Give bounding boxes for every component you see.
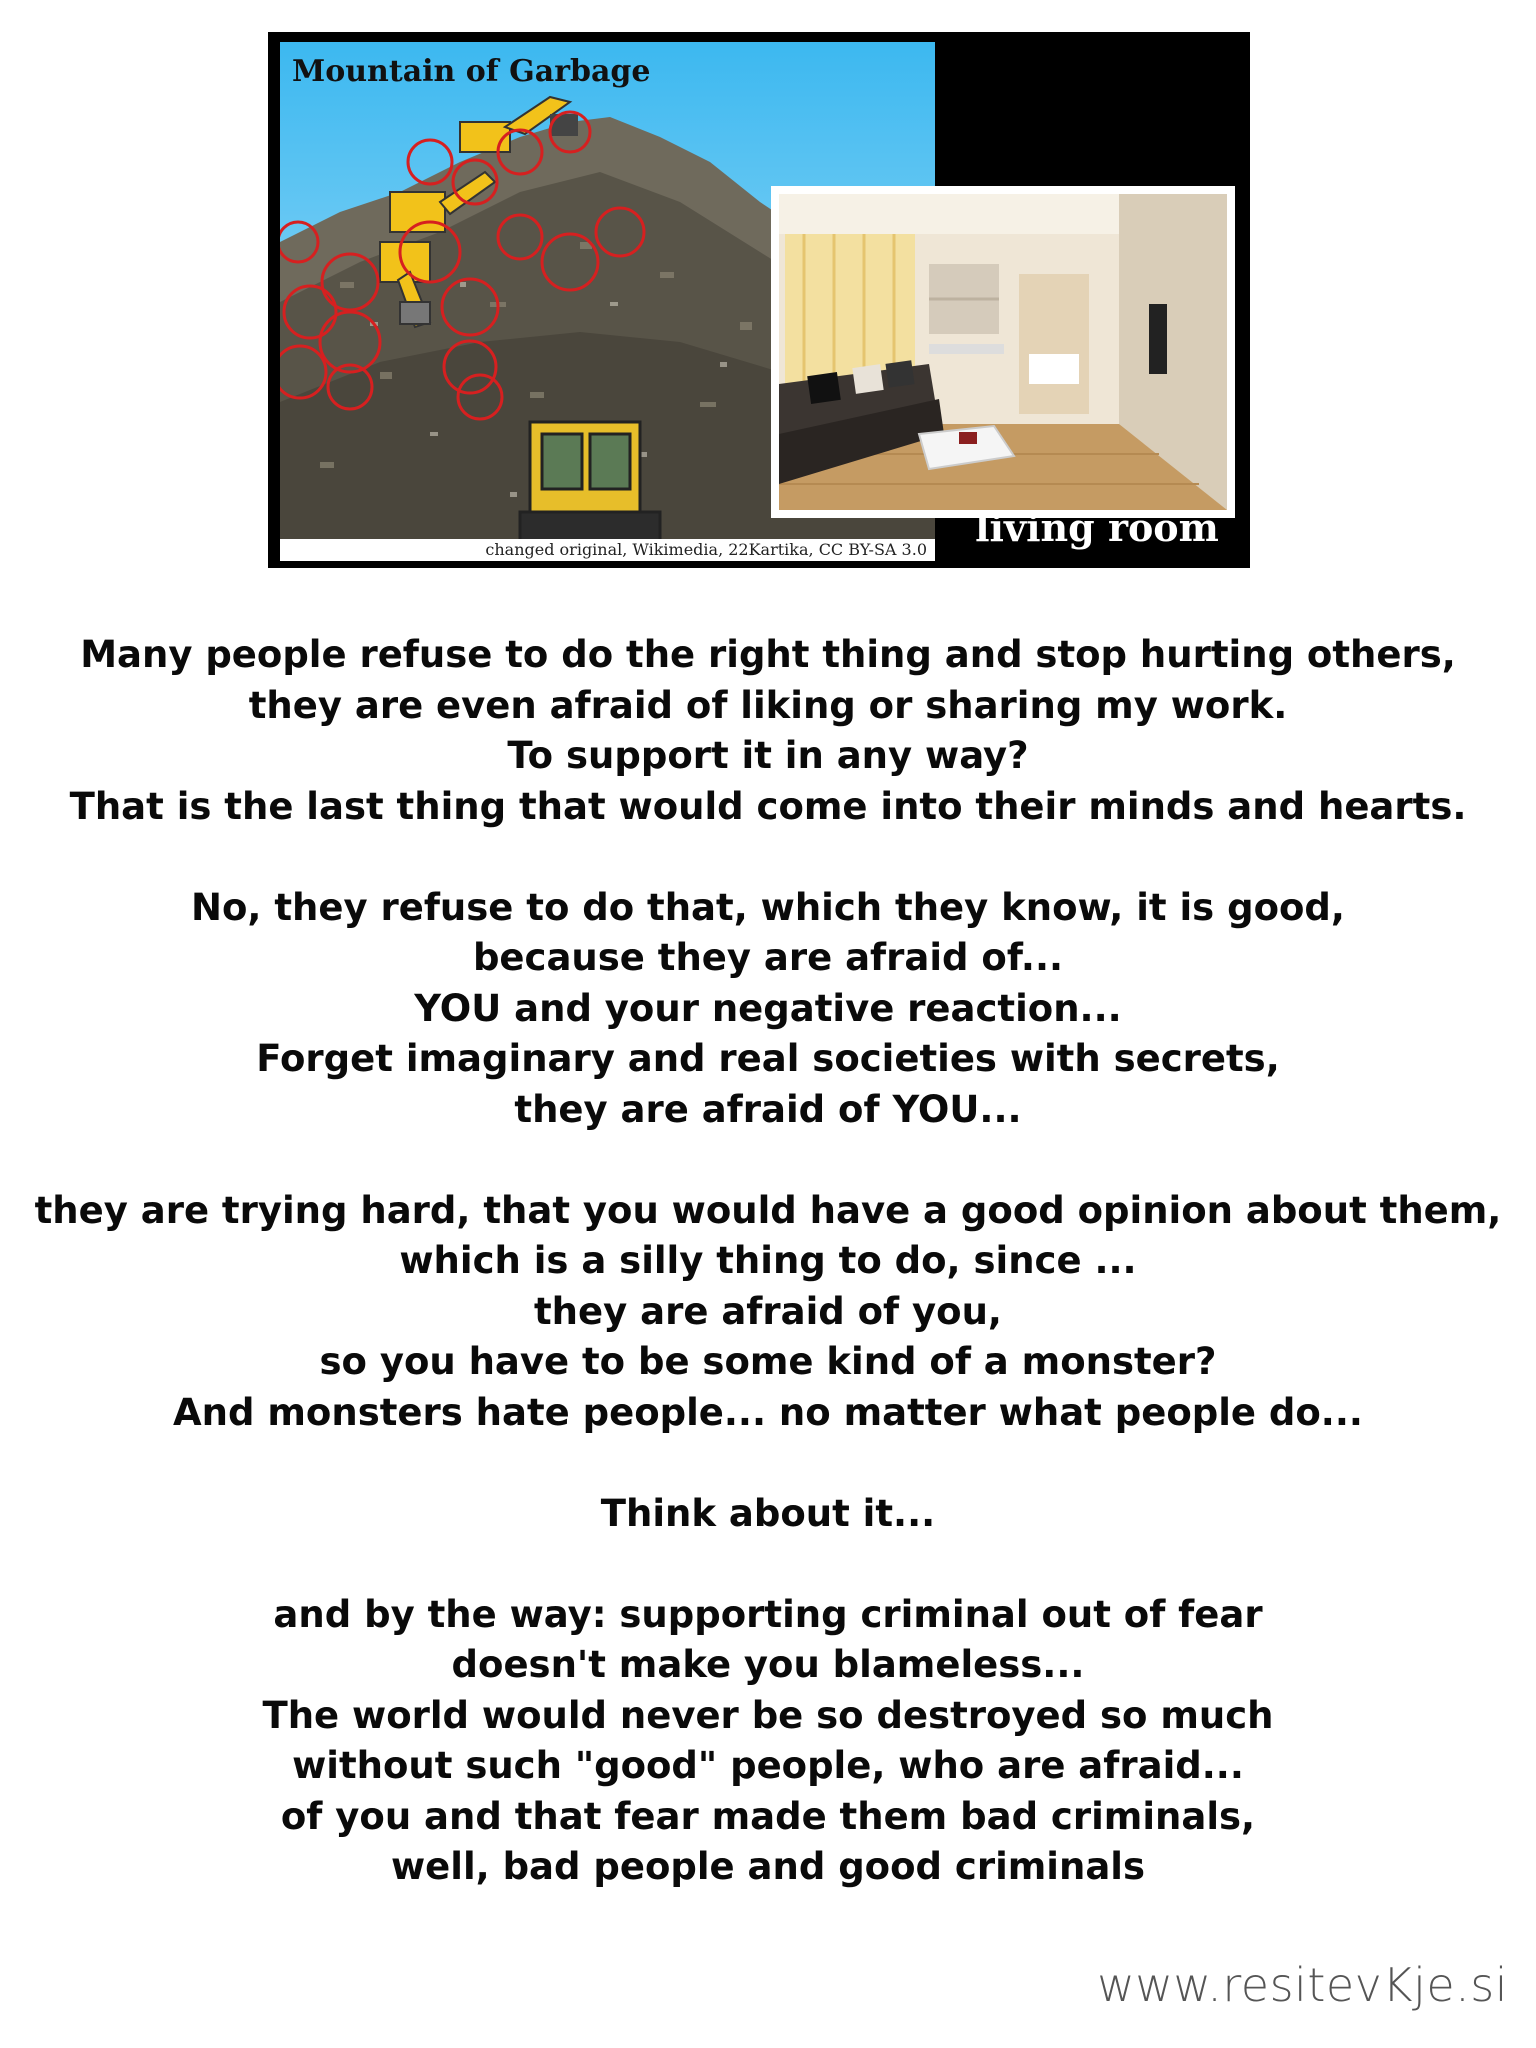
composite-image [268,32,1250,568]
text-line: Forget imaginary and real societies with secrets, [256,1037,1280,1080]
text-line: they are even afraid of liking or sharing my work. [248,683,1288,727]
stanza [0,883,1536,1136]
living-room-photo [779,194,1227,510]
text-line: To support it in any way? [507,734,1029,777]
poem-text [0,630,1536,1943]
text-line: well, bad people and good criminals [390,1845,1146,1888]
room-caption: living room [975,505,1219,550]
stanza [0,630,1536,832]
text-line: they are afraid of YOU... [514,1087,1022,1131]
text-line: and by the way: supporting criminal out of fear [273,1592,1263,1636]
text-line: of you and that fear made them bad criminals, [280,1794,1256,1838]
image-credit: changed original, Wikimedia, 22Kartika, CC BY-SA 3.0 [485,540,927,559]
garbage-title: Mountain of Garbage [292,54,651,89]
text-line: they are trying hard, that you would have a good opinion about them, [34,1188,1502,1232]
image-credit-bar [280,539,935,561]
text-line: doesn't make you blameless... [451,1643,1085,1686]
stanza [0,1186,1536,1439]
text-line: they are afraid of you, [534,1289,1002,1333]
living-room-illustration [779,194,1227,510]
text-line: That is the last thing that would come into their minds and hearts. [69,784,1467,828]
living-room-photo-frame [771,186,1235,518]
text-line: which is a silly thing to do, since ... [399,1239,1137,1282]
text-line: No, they refuse to do that, which they know, it is good, [191,885,1345,929]
text-line: YOU and your negative reaction... [414,986,1122,1030]
text-line: And monsters hate people... no matter what people do... [173,1390,1363,1434]
text-line: because they are afraid of... [472,936,1064,979]
text-line: Many people refuse to do the right thing and stop hurting others, [80,633,1456,676]
text-line: The world would never be so destroyed so much [262,1693,1274,1737]
stanza [0,1590,1536,1893]
text-line: Think about it... [600,1491,936,1535]
text-line: so you have to be some kind of a monster? [319,1340,1217,1383]
text-line: without such "good" people, who are afraid... [292,1744,1244,1787]
stanza [0,1489,1536,1540]
website-url: www.resitevKje.si [1097,1958,1508,2012]
